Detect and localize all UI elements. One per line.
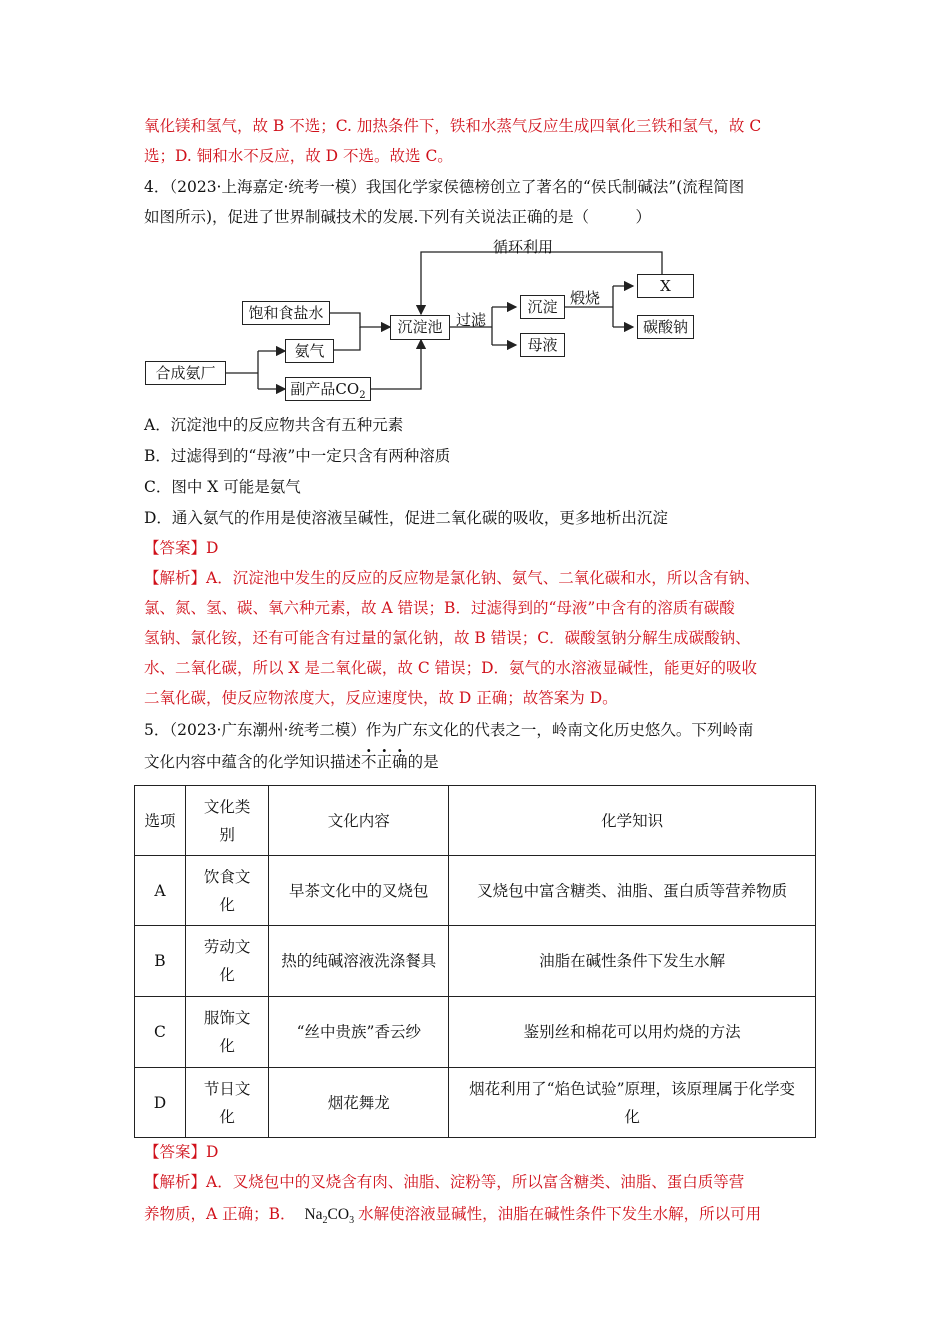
header-cell: 文化内容 [269, 786, 449, 856]
table-row [135, 1068, 816, 1138]
content-cell: 早茶文化中的叉烧包 [269, 856, 449, 926]
process-flowchart [140, 230, 710, 405]
option-c: C．图中 X 可能是氨气 [144, 478, 301, 496]
question-4-stem: 4．（2023·上海嘉定·统考一模）我国化学家侯德榜创立了著名的“侯氏制碱法”(流程简图 [144, 178, 745, 196]
header-cell: 化学知识 [449, 786, 816, 856]
content-cell: 热的纯碱溶液洗涤餐具 [269, 926, 449, 997]
analysis-5: 【解析】A．叉烧包中的叉烧含有肉、油脂、淀粉等，所以富含糖类、油脂、蛋白质等营 [144, 1173, 745, 1191]
emphasis-char: 确 [392, 753, 408, 771]
knowledge-cell: 油脂在碱性条件下发生水解 [449, 926, 816, 997]
analysis-4: 水、二氧化碳，所以 X 是二氧化碳，故 C 错误；D．氨气的水溶液显碱性，能更好的吸收 [144, 659, 758, 677]
culture-table [134, 785, 816, 1138]
analysis-text: 养物质，A 正确；B． [144, 1205, 296, 1223]
byproduct-label: 副产品CO [290, 380, 360, 398]
precipitation-tank-box: 沉淀池 [390, 315, 450, 340]
content-cell: “丝中贵族”香云纱 [269, 997, 449, 1068]
category-cell: 劳动文化 [185, 926, 268, 997]
option-cell: C [135, 997, 186, 1068]
saturated-brine-box: 饱和食盐水 [242, 301, 330, 325]
table-row [135, 856, 816, 926]
sodium-carbonate-formula: $Na_2CO_3$ [304, 1206, 355, 1227]
category-cell: 服饰文化 [185, 997, 268, 1068]
analysis-4: 【解析】A．沉淀池中发生的反应的反应物是氯化钠、氨气、二氧化碳和水，所以含有钠、 [144, 569, 760, 587]
option-cell: B [135, 926, 186, 997]
prev-analysis-line: 氧化镁和氢气，故 B 不选；C. 加热条件下，铁和水蒸气反应生成四氧化三铁和氢气，故 C [144, 117, 762, 135]
ammonia-plant-box: 合成氨厂 [145, 361, 226, 385]
analysis-5 [144, 1204, 761, 1231]
analysis-4: 氢钠、氯化铵，还有可能含有过量的氯化钠，故 B 错误；C．碳酸氢钠分解生成碳酸钠、 [144, 629, 751, 647]
emphasis-char: 正 [376, 753, 393, 771]
recycle-label: 循环利用 [493, 238, 554, 256]
mother-liquor-box: 母液 [520, 333, 565, 357]
question-5-stem: 5．（2023·广东潮州·统考二模）作为广东文化的代表之一，岭南文化历史悠久。下列岭南 [144, 721, 754, 739]
analysis-text: 水解使溶液显碱性，油脂在碱性条件下发生水解，所以可用 [358, 1205, 762, 1223]
knowledge-cell: 叉烧包中富含糖类、油脂、蛋白质等营养物质 [449, 856, 816, 926]
stem-text: 文化内容中蕴含的化学知识描述 [144, 753, 362, 771]
option-a: A．沉淀池中的反应物共含有五种元素 [144, 416, 404, 434]
question-4-stem: 如图所示)，促进了世界制碱技术的发展.下列有关说法正确的是（ ） [144, 208, 651, 226]
knowledge-cell: 烟花利用了“焰色试验”原理，该原理属于化学变化 [449, 1068, 816, 1138]
header-cell: 选项 [135, 786, 186, 856]
sodium-carbonate-box: 碳酸钠 [637, 315, 694, 339]
option-b: B．过滤得到的“母液”中一定只含有两种溶质 [144, 447, 451, 465]
ammonia-box: 氨气 [285, 339, 334, 363]
table-row [135, 926, 816, 997]
knowledge-cell: 鉴别丝和棉花可以用灼烧的方法 [449, 997, 816, 1068]
filter-label: 过滤 [456, 311, 487, 329]
category-cell: 节日文化 [185, 1068, 268, 1138]
byproduct-co2-box [285, 377, 371, 401]
emphasis-char: 不 [361, 753, 377, 771]
answer-4: 【答案】D [144, 539, 219, 557]
category-cell: 饮食文化 [185, 856, 268, 926]
analysis-4: 二氧化碳，使反应物浓度大，反应速度快，故 D 正确；故答案为 D。 [144, 689, 618, 707]
x-box: X [637, 274, 694, 298]
question-5-stem [144, 752, 439, 772]
option-d: D．通入氨气的作用是使溶液呈碱性，促进二氧化碳的吸收，更多地析出沉淀 [144, 509, 668, 527]
prev-analysis-line: 选；D. 铜和水不反应，故 D 不选。故选 C。 [144, 147, 453, 165]
analysis-4: 氯、氮、氢、碳、氧六种元素，故 A 错误；B．过滤得到的“母液”中含有的溶质有碳酸 [144, 599, 735, 617]
answer-5: 【答案】D [144, 1143, 219, 1161]
content-cell: 烟花舞龙 [269, 1068, 449, 1138]
table-header-row [135, 786, 816, 856]
option-cell: D [135, 1068, 186, 1138]
table-row [135, 997, 816, 1068]
option-cell: A [135, 856, 186, 926]
precipitate-box: 沉淀 [520, 295, 565, 319]
calcine-label: 煅烧 [570, 289, 601, 307]
byproduct-subscript: 2 [359, 390, 366, 401]
header-cell: 文化类别 [185, 786, 268, 856]
stem-text: 的是 [407, 753, 439, 771]
